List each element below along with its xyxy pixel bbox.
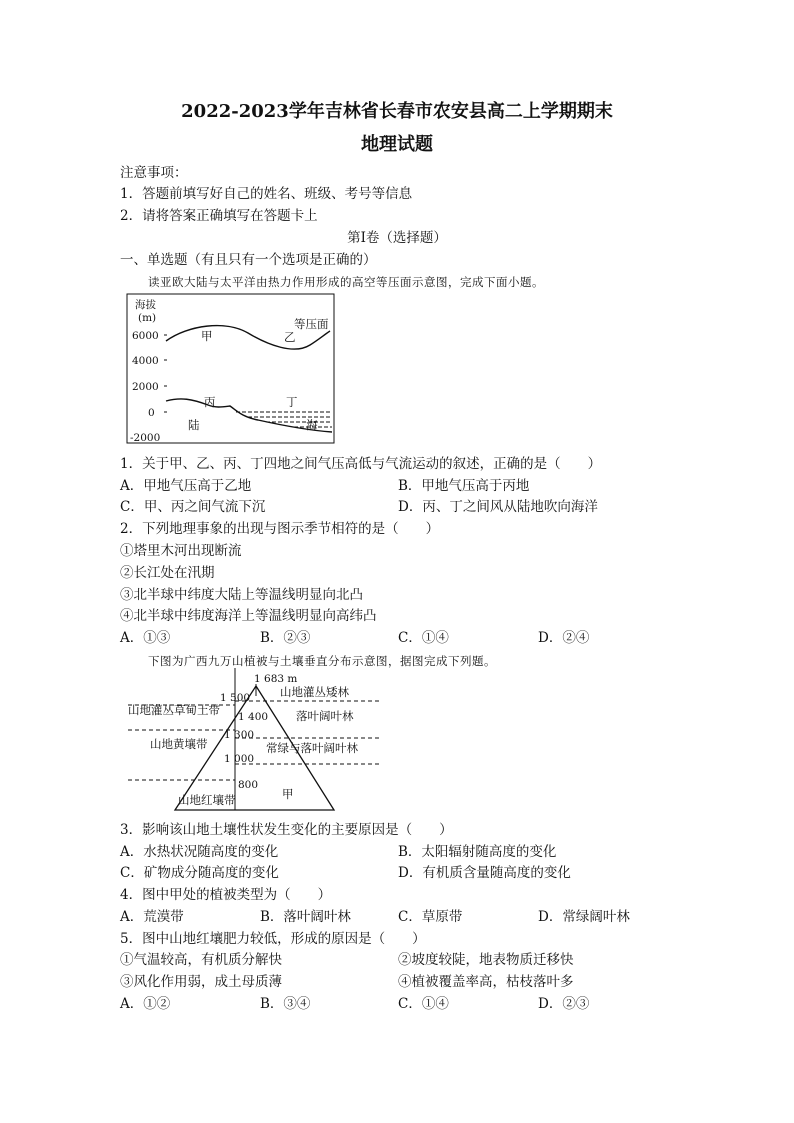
elevation-label: 1 300: [224, 729, 255, 741]
option-b[interactable]: B．甲地气压高于丙地: [398, 478, 530, 494]
exam-title: 2022-2023学年吉林省长春市农安县高二上学期期末: [181, 101, 613, 122]
option-d[interactable]: D．②③: [538, 996, 590, 1012]
notice-item: 2．请将答案正确填写在答题卡上: [120, 208, 318, 224]
option-b[interactable]: B．②③: [260, 630, 311, 646]
question-5-stem: 5．图中山地红壤肥力较低，形成的原因是（ ）: [120, 931, 426, 947]
option-a[interactable]: A．水热状况随高度的变化: [120, 844, 279, 860]
intro-text: 下图为广西九万山植被与土壤垂直分布示意图，据图完成下列题。: [148, 654, 496, 668]
option-c[interactable]: C．①④: [398, 996, 449, 1012]
ylabel: 海拔: [135, 299, 156, 311]
veg-label-jia: 甲: [282, 787, 294, 801]
option-a[interactable]: A．①②: [120, 996, 171, 1012]
option-d[interactable]: D．常绿阔叶林: [538, 909, 630, 925]
label-land: 陆: [188, 418, 200, 432]
option-a[interactable]: A．甲地气压高于乙地: [120, 478, 252, 494]
y-tick-label: -2000: [130, 432, 161, 444]
exam-subtitle: 地理试题: [361, 134, 433, 155]
label-sea: 海: [306, 418, 318, 432]
label-ding: 丁: [286, 395, 298, 409]
question-3-stem: 3．影响该山地土壤性状发生变化的主要原因是（ ）: [120, 822, 453, 838]
statement-item: ①气温较高，有机质分解快: [120, 952, 282, 968]
veg-label: 常绿与落叶阔叶林: [266, 741, 358, 755]
veg-label: 山地灌丛矮林: [280, 685, 349, 699]
question-2-stem: 2．下列地理事象的出现与图示季节相符的是（ ）: [120, 521, 440, 537]
statement-item: ④植被覆盖率高，枯枝落叶多: [398, 974, 574, 990]
question-1-stem: 1．关于甲、乙、丙、丁四地之间气压高低与气流运动的叙述，正确的是（ ）: [120, 456, 602, 472]
soil-label: 山地黄壤带: [150, 737, 208, 751]
section-heading: 一、单选题（有且只有一个选项是正确的）: [120, 252, 377, 268]
statement-item: ④北半球中纬度海洋上等温线明显向高纬凸: [120, 608, 377, 624]
option-a[interactable]: A．荒漠带: [120, 909, 184, 925]
mountain-zone-diagram: [120, 668, 405, 813]
y-tick-label: 6000: [132, 330, 159, 342]
option-b[interactable]: B．太阳辐射随高度的变化: [398, 844, 557, 860]
option-a[interactable]: A．①③: [120, 630, 171, 646]
ylabel-unit: (m): [138, 312, 157, 324]
option-c[interactable]: C．甲、丙之间气流下沉: [120, 499, 266, 515]
statement-item: ②长江处在汛期: [120, 565, 215, 581]
soil-label: 山地红壤带: [178, 793, 236, 807]
option-d[interactable]: D．丙、丁之间风从陆地吹向海洋: [398, 499, 598, 515]
elevation-label: 1 000: [224, 753, 255, 765]
elevation-label: 1 500: [220, 692, 251, 704]
isobar-diagram: [126, 293, 336, 445]
peak-elevation: 1 683 m: [254, 673, 298, 685]
volume-heading: 第I卷（选择题）: [347, 230, 447, 246]
notice-item: 1．答题前填写好自己的姓名、班级、考号等信息: [120, 186, 413, 202]
y-tick-label: 4000: [132, 355, 159, 367]
option-c[interactable]: C．①④: [398, 630, 449, 646]
y-tick-label: 0: [148, 407, 155, 419]
option-d[interactable]: D．有机质含量随高度的变化: [398, 865, 571, 881]
question-4-stem: 4．图中甲处的植被类型为（ ）: [120, 887, 332, 903]
label-isobar: 等压面: [294, 317, 329, 331]
statement-item: ③风化作用弱，成土母质薄: [120, 974, 282, 990]
y-tick-label: 2000: [132, 381, 159, 393]
statement-item: ②坡度较陡，地表物质迁移快: [398, 952, 574, 968]
option-b[interactable]: B．③④: [260, 996, 311, 1012]
elevation-label: 800: [238, 779, 259, 791]
label-jia: 甲: [201, 329, 213, 343]
label-bing: 丙: [204, 395, 216, 409]
statement-item: ①塔里木河出现断流: [120, 543, 242, 559]
notice-heading: 注意事项：: [120, 165, 188, 181]
label-yi: 乙: [284, 330, 296, 344]
option-c[interactable]: C．矿物成分随高度的变化: [120, 865, 279, 881]
elevation-label: 1 400: [238, 711, 269, 723]
intro-text: 读亚欧大陆与太平洋由热力作用形成的高空等压面示意图，完成下面小题。: [148, 275, 544, 289]
option-b[interactable]: B．落叶阔叶林: [260, 909, 351, 925]
veg-label: 落叶阔叶林: [296, 709, 354, 723]
statement-item: ③北半球中纬度大陆上等温线明显向北凸: [120, 587, 363, 603]
option-c[interactable]: C．草原带: [398, 909, 463, 925]
option-d[interactable]: D．②④: [538, 630, 590, 646]
soil-label: 山地灌丛草甸土带: [128, 703, 220, 717]
